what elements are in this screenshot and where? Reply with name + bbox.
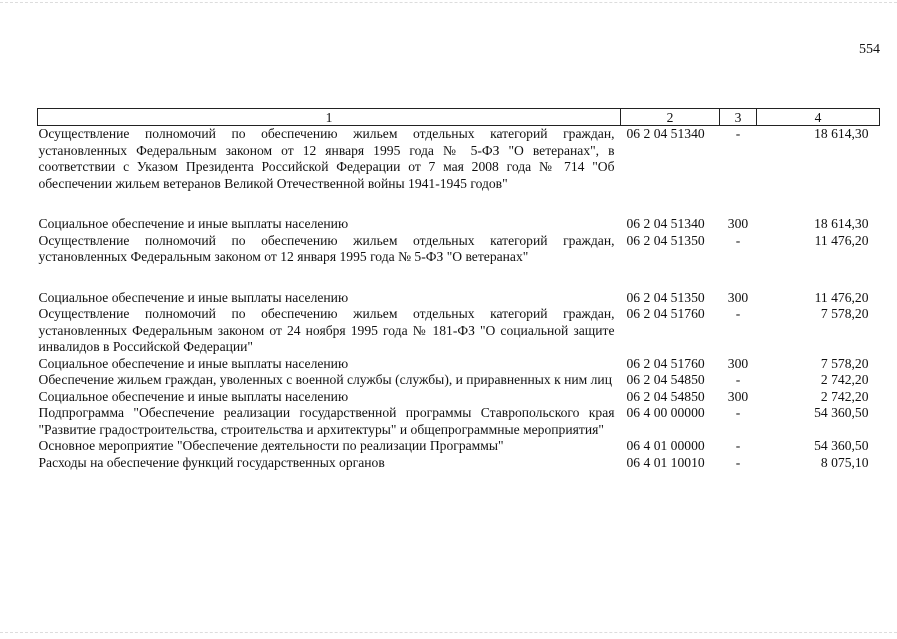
row-amount: 54 360,50 (814, 405, 869, 420)
row-vr: - (735, 306, 741, 321)
row-name: Социальное обеспечение и иные выплаты населению (38, 355, 349, 371)
table-row (38, 372, 880, 389)
row-code: 06 2 04 51350 (626, 232, 705, 248)
table-row (38, 126, 880, 217)
row-vr: - (735, 372, 741, 387)
row-name: Подпрограмма "Обеспечение реализации государственной программы Ставропольского края "Развитие градостроительства, строительства и архитектуры" и общепрограммные мероприятия" (38, 405, 615, 437)
row-vr: 300 (727, 388, 749, 404)
row-amount: 8 075,10 (820, 454, 869, 470)
row-code: 06 2 04 51350 (626, 289, 705, 305)
row-vr: - (735, 454, 741, 470)
scan-edge-top (0, 2, 897, 4)
row-amount: 11 476,20 (814, 232, 869, 248)
column-header-vr: 3 (720, 109, 757, 126)
row-amount: 2 742,20 (820, 372, 869, 387)
row-name: Социальное обеспечение и иные выплаты населению (38, 289, 349, 305)
row-vr: 300 (727, 216, 749, 231)
scan-edge-bottom (0, 632, 897, 634)
row-amount: 11 476,20 (814, 289, 869, 305)
row-code: 06 4 00 00000 (626, 405, 705, 420)
table-row (38, 356, 880, 373)
row-code: 06 2 04 51760 (626, 355, 705, 371)
row-code: 06 2 04 54850 (626, 388, 705, 404)
table-row (38, 438, 880, 455)
row-name: Осуществление полномочий по обеспечению жильем отдельных категорий граждан, установленных Федеральным законом от 24 ноября 1995 года № 181-ФЗ "О социальной защите инвалидов в Российской Федерации" (38, 306, 615, 354)
row-name: Основное мероприятие "Обеспечение деятельности по реализации Программы" (38, 438, 504, 453)
column-header-code: 2 (621, 109, 720, 126)
budget-table (37, 108, 880, 471)
row-vr: - (735, 438, 741, 453)
page-number: 554 (859, 42, 880, 57)
row-name: Осуществление полномочий по обеспечению жильем отдельных категорий граждан, установленных Федеральным законом от 12 января 1995 года № 5-ФЗ "О ветеранах" (38, 232, 615, 264)
table-row (38, 405, 880, 438)
row-name: Социальное обеспечение и иные выплаты населению (38, 216, 349, 231)
row-code: 06 2 04 51340 (626, 126, 705, 141)
row-name: Осуществление полномочий по обеспечению жильем отдельных категорий граждан, установленных Федеральным законом от 12 января 1995 года № 5-ФЗ "О ветеранах", в соответствии с Указом Президента Российской Федерации от 7 мая 2008 года № 714 "Об обеспечении жильем ветеранов Великой Отечественной войны 1941-1945 годов" (38, 126, 615, 191)
row-code: 06 2 04 54850 (626, 372, 705, 387)
table-row (38, 389, 880, 406)
column-header-name: 1 (38, 109, 621, 126)
row-amount: 18 614,30 (814, 216, 869, 231)
column-header-amount: 4 (757, 109, 880, 126)
table-row (38, 455, 880, 472)
row-vr: - (735, 232, 741, 248)
table-row (38, 306, 880, 356)
row-amount: 54 360,50 (814, 438, 869, 453)
row-code: 06 4 01 00000 (626, 438, 705, 453)
row-amount: 18 614,30 (814, 126, 869, 141)
row-amount: 7 578,20 (820, 355, 869, 371)
row-amount: 7 578,20 (820, 306, 869, 321)
row-vr: 300 (727, 355, 749, 371)
table-header-row (38, 109, 880, 126)
row-vr: 300 (727, 289, 749, 305)
row-name: Обеспечение жильем граждан, уволенных с военной службы (службы), и приравненных к ним лиц (38, 372, 612, 387)
table-row (38, 233, 880, 290)
row-vr: - (735, 405, 741, 420)
row-code: 06 2 04 51760 (626, 306, 705, 321)
row-code: 06 2 04 51340 (626, 216, 705, 231)
table-row (38, 216, 880, 233)
row-amount: 2 742,20 (820, 388, 869, 404)
row-code: 06 4 01 10010 (626, 454, 705, 470)
row-name: Расходы на обеспечение функций государственных органов (38, 454, 385, 470)
table-row (38, 290, 880, 307)
row-name: Социальное обеспечение и иные выплаты населению (38, 388, 349, 404)
row-vr: - (735, 126, 741, 141)
